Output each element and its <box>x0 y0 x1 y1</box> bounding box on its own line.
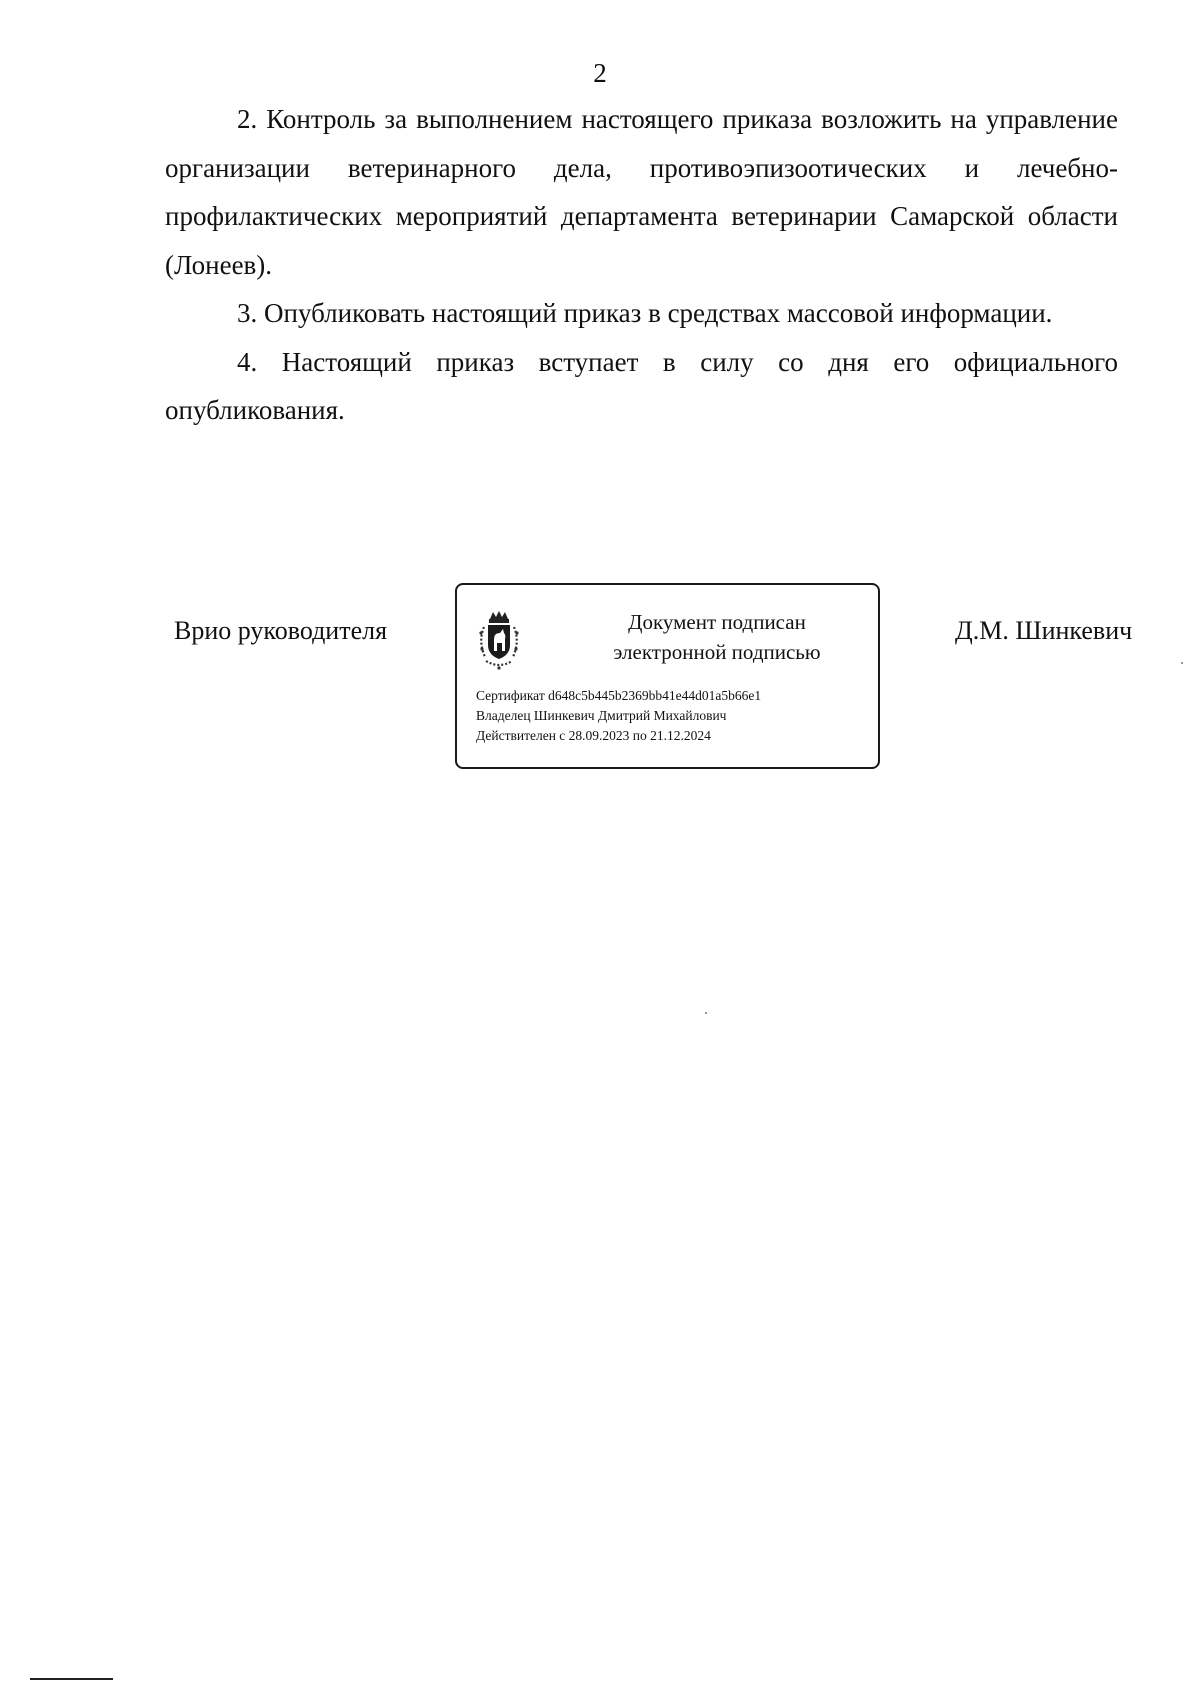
page-number: 2 <box>593 58 607 88</box>
electronic-signature-stamp <box>455 583 880 769</box>
signatory-name: Д.М. Шинкевич <box>955 616 1133 645</box>
stamp-owner: Владелец Шинкевич Дмитрий Михайлович <box>476 708 727 723</box>
scan-speck <box>705 1012 707 1014</box>
paragraph-publish: 3. Опубликовать настоящий приказ в средствах массовой информации. <box>237 298 1053 328</box>
stamp-validity: Действителен с 28.09.2023 по 21.12.2024 <box>476 728 711 743</box>
footer-rule <box>30 1678 113 1680</box>
paragraph-effective: 4. Настоящий приказ вступает в силу со дня его официального опубликования. <box>165 346 1118 425</box>
samara-coat-of-arms-icon <box>472 609 526 673</box>
stamp-title-line-2: электронной подписью <box>613 640 821 664</box>
stamp-title-line-1: Документ подписан <box>628 610 806 634</box>
stamp-certificate: Сертификат d648c5b445b2369bb41e44d01a5b66e1 <box>476 688 762 703</box>
signature-block <box>0 580 1200 780</box>
stamp-title <box>567 607 867 667</box>
order-body-text <box>165 95 1118 435</box>
scan-speck <box>1181 662 1183 664</box>
paragraph-control: 2. Контроль за выполнением настоящего приказа возложить на управление организации ветеринарного дела, противоэпизоотических и лечебно-профилактических мероприятий департамента ветеринарии Самарской области (Лонеев). <box>165 104 1118 280</box>
signatory-position: Врио руководителя <box>174 616 388 645</box>
stamp-details <box>476 686 871 746</box>
